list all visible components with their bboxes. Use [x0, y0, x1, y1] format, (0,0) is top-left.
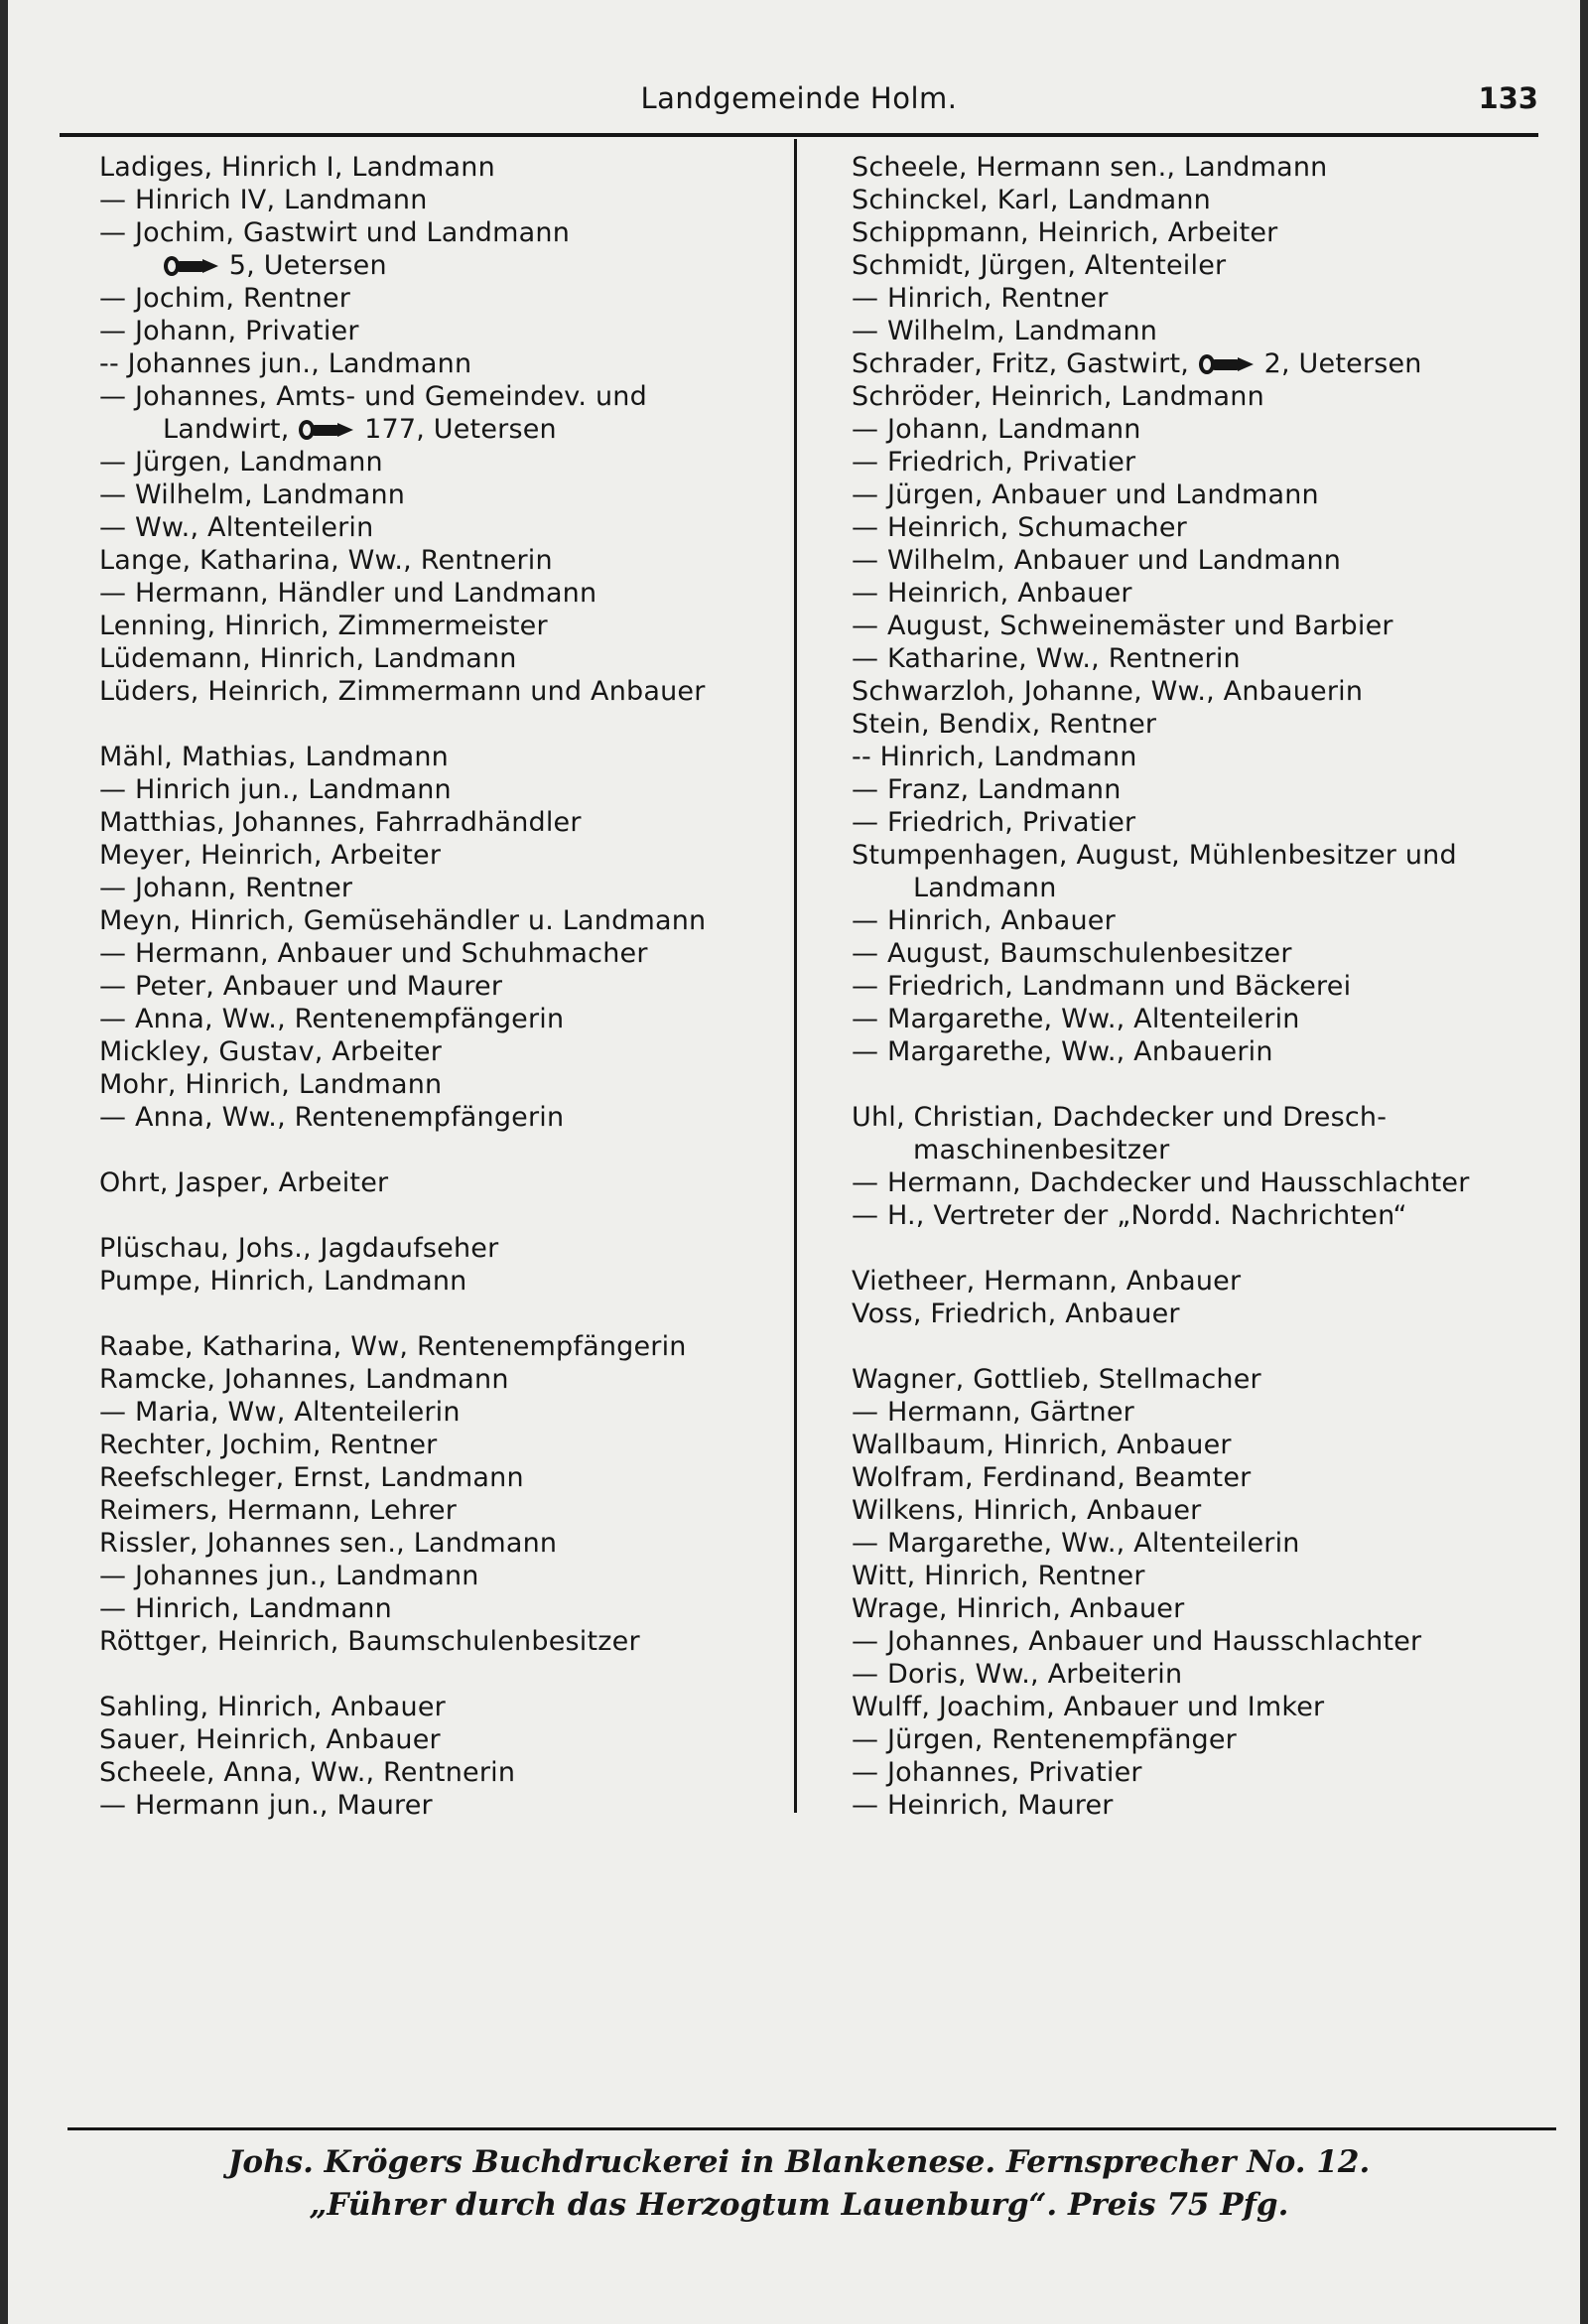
- entry-text: [99, 1528, 557, 1559]
- entry-text: [99, 676, 706, 707]
- entry-text-part: -- Hinrich, Landmann: [852, 742, 1137, 772]
- directory-entry: [99, 347, 794, 380]
- entry-text-part: Pumpe, Hinrich, Landmann: [99, 1266, 467, 1297]
- entry-text: [99, 840, 441, 871]
- entry-text: [99, 1692, 446, 1722]
- entry-text: [852, 905, 1116, 936]
- directory-entry: [99, 446, 794, 478]
- entry-text: [99, 742, 449, 772]
- directory-entry: [852, 1756, 1546, 1789]
- directory-entry: [99, 839, 794, 872]
- entry-text-part: — Hinrich, Anbauer: [852, 905, 1116, 936]
- entry-text-part: — Johann, Privatier: [99, 316, 359, 346]
- entry-text: [99, 1724, 441, 1755]
- directory-entry: [852, 544, 1546, 577]
- entry-text-part: — Jürgen, Anbauer und Landmann: [852, 479, 1319, 510]
- entry-text: [852, 250, 1226, 281]
- entry-text: [852, 1200, 1407, 1231]
- entry-text-part: — Anna, Ww., Rentenempfängerin: [99, 1004, 565, 1034]
- directory-entry: [852, 1134, 1546, 1166]
- directory-entry: [852, 1429, 1546, 1461]
- entry-text-part: Wagner, Gottlieb, Stellmacher: [852, 1364, 1261, 1395]
- entry-text-part: — Hermann, Dachdecker und Hausschlachter: [852, 1167, 1470, 1198]
- directory-entry: [852, 741, 1546, 773]
- directory-entry: [852, 1461, 1546, 1494]
- entry-text-part: — Margarethe, Ww., Altenteilerin: [852, 1528, 1300, 1559]
- directory-entry: [852, 315, 1546, 347]
- entry-text-part: — Wilhelm, Anbauer und Landmann: [852, 545, 1342, 576]
- entry-text: [99, 905, 706, 936]
- entry-text: [99, 512, 373, 543]
- entry-text: [852, 479, 1319, 510]
- entry-text-part: Meyer, Heinrich, Arbeiter: [99, 840, 442, 871]
- entry-text-part: — Hermann jun., Maurer: [99, 1790, 433, 1821]
- directory-entry: [99, 216, 794, 249]
- entry-text: [852, 316, 1157, 346]
- entry-text-part: Schippmann, Heinrich, Arbeiter: [852, 217, 1278, 248]
- directory-entry: [99, 1592, 794, 1625]
- directory-entry: [99, 610, 794, 642]
- entry-text-part: — Margarethe, Ww., Anbauerin: [852, 1036, 1273, 1067]
- directory-entry: [99, 315, 794, 347]
- directory-entry: [99, 773, 794, 806]
- entry-text: [852, 1134, 1546, 1166]
- entry-text: [99, 1561, 479, 1591]
- entry-text: [99, 971, 502, 1002]
- directory-entry: [852, 1723, 1546, 1756]
- entry-text-part: Ladiges, Hinrich I, Landmann: [99, 152, 495, 183]
- entry-text: [99, 643, 517, 674]
- entry-text-part: — Hermann, Anbauer und Schuhmacher: [99, 938, 648, 969]
- entry-text: [852, 512, 1187, 543]
- directory-entry: [852, 1166, 1546, 1199]
- entry-text: [852, 1397, 1134, 1428]
- entry-text: [852, 1430, 1232, 1460]
- entry-text-part: Reefschleger, Ernst, Landmann: [99, 1462, 524, 1493]
- entry-text: [852, 414, 1141, 445]
- entry-text-part: Lange, Katharina, Ww., Rentnerin: [99, 545, 553, 576]
- directory-entry: [852, 1527, 1546, 1560]
- entry-text-part: 2, Uetersen: [1255, 348, 1422, 379]
- entry-text: [852, 1167, 1470, 1198]
- directory-entry: [99, 741, 794, 773]
- entry-text-part: Rechter, Jochim, Rentner: [99, 1430, 438, 1460]
- entry-text: [852, 1299, 1180, 1329]
- entry-text: [852, 1266, 1241, 1297]
- directory-entry: [99, 1363, 794, 1396]
- entry-text-part: Wrage, Hinrich, Anbauer: [852, 1593, 1185, 1624]
- entry-text: [852, 447, 1135, 478]
- entry-text-part: — Friedrich, Privatier: [852, 447, 1136, 478]
- entry-text: [99, 1036, 442, 1067]
- directory-entry: [852, 1101, 1546, 1134]
- entry-text: [852, 709, 1156, 740]
- entry-text: [852, 872, 1546, 904]
- directory-entry: [852, 675, 1546, 708]
- entry-text-part: Wallbaum, Hinrich, Anbauer: [852, 1430, 1232, 1460]
- entry-text-part: — Hinrich IV, Landmann: [99, 185, 428, 215]
- directory-entry: [99, 1265, 794, 1298]
- entry-text: [852, 1364, 1261, 1395]
- entry-text: [852, 1495, 1201, 1526]
- entry-text-part: — Heinrich, Schumacher: [852, 512, 1187, 543]
- entry-text-part: Scheele, Anna, Ww., Rentnerin: [99, 1757, 516, 1788]
- entry-text: [99, 152, 495, 183]
- footer-line-1: Johs. Krögers Buchdruckerei in Blankenese. Fernsprecher No. 12.: [227, 2144, 1371, 2180]
- entry-text: [852, 742, 1137, 772]
- directory-entry: [852, 380, 1546, 413]
- directory-entry: [852, 511, 1546, 544]
- entry-text-part: — H., Vertreter der „Nordd. Nachrichten“: [852, 1200, 1407, 1231]
- entry-text-part: — Heinrich, Maurer: [852, 1790, 1114, 1821]
- entry-text: [852, 348, 1422, 379]
- entry-text-part: — Johannes, Amts- und Gemeindev. und: [99, 381, 647, 412]
- directory-entry: [99, 872, 794, 904]
- entry-text: [852, 1790, 1114, 1821]
- entry-text-part: Wilkens, Hinrich, Anbauer: [852, 1495, 1202, 1526]
- directory-entry: [852, 151, 1546, 184]
- page-number: 133: [1478, 81, 1538, 115]
- footer-line-2: „Führer durch das Herzogtum Lauenburg“. Preis 75 Pfg.: [309, 2187, 1289, 2223]
- entry-text: [852, 1659, 1182, 1690]
- directory-entry: [99, 642, 794, 675]
- entry-text: [99, 479, 405, 510]
- entry-text-part: — Doris, Ww., Arbeiterin: [852, 1659, 1183, 1690]
- directory-entry: [99, 806, 794, 839]
- entry-text-part: Mähl, Mathias, Landmann: [99, 742, 449, 772]
- entry-text-part: Witt, Hinrich, Rentner: [852, 1561, 1145, 1591]
- entry-text-part: — Jürgen, Rentenempfänger: [852, 1724, 1237, 1755]
- directory-entry: [99, 478, 794, 511]
- directory-entry: [99, 937, 794, 970]
- entry-text: [852, 545, 1341, 576]
- entry-text: [852, 381, 1264, 412]
- entry-text-part: Schinckel, Karl, Landmann: [852, 185, 1211, 215]
- entry-text-part: — Wilhelm, Landmann: [852, 316, 1158, 346]
- directory-entry: [852, 1363, 1546, 1396]
- entry-text-part: Rissler, Johannes sen., Landmann: [99, 1528, 558, 1559]
- directory-entry: [99, 1461, 794, 1494]
- directory-entry: [852, 1265, 1546, 1298]
- entry-text: [852, 283, 1109, 314]
- entry-text: [99, 1757, 515, 1788]
- entry-text: [99, 1593, 392, 1624]
- entry-text-part: Lenning, Hinrich, Zimmermeister: [99, 611, 548, 641]
- directory-entry: [99, 282, 794, 315]
- directory-entry: [99, 544, 794, 577]
- directory-entry: [99, 904, 794, 937]
- entry-text-part: — Margarethe, Ww., Altenteilerin: [852, 1004, 1300, 1034]
- entry-text: [852, 1004, 1300, 1034]
- directory-entry: [99, 970, 794, 1003]
- directory-entry: [99, 511, 794, 544]
- entry-text-part: Lüdemann, Hinrich, Landmann: [99, 643, 517, 674]
- entry-text-part: Wulff, Joachim, Anbauer und Imker: [852, 1692, 1325, 1722]
- directory-entry: [852, 1298, 1546, 1330]
- entry-text: [852, 1724, 1237, 1755]
- entry-text-part: Schröder, Heinrich, Landmann: [852, 381, 1264, 412]
- directory-entry: [852, 413, 1546, 446]
- entry-text: [99, 316, 359, 346]
- entry-text: [852, 1561, 1145, 1591]
- entry-text-part: Sauer, Heinrich, Anbauer: [99, 1724, 441, 1755]
- directory-entry: [852, 1396, 1546, 1429]
- entry-text-part: Voss, Friedrich, Anbauer: [852, 1299, 1180, 1329]
- entry-text-part: Stein, Bendix, Rentner: [852, 709, 1157, 740]
- entry-text-part: Matthias, Johannes, Fahrradhändler: [99, 807, 582, 838]
- entry-text-part: 5, Uetersen: [220, 250, 387, 281]
- page-title: Landgemeinde Holm.: [640, 81, 958, 115]
- directory-entry: [852, 446, 1546, 478]
- entry-text-part: — Jochim, Rentner: [99, 283, 351, 314]
- entry-text: [852, 938, 1292, 969]
- entry-text: [99, 1004, 564, 1034]
- directory-entry: [852, 839, 1546, 872]
- directory-entry: [99, 577, 794, 610]
- entry-text-part: — Hermann, Händler und Landmann: [99, 578, 597, 609]
- entry-text-part: — Katharine, Ww., Rentnerin: [852, 643, 1241, 674]
- directory-entry: [99, 184, 794, 216]
- entry-text: [99, 1233, 498, 1264]
- directory-entry: [99, 675, 794, 708]
- entry-text: [99, 1397, 461, 1428]
- entry-text: [852, 217, 1277, 248]
- entry-text: [99, 578, 596, 609]
- entry-text: [852, 1626, 1421, 1657]
- directory-entry: [99, 1101, 794, 1134]
- entry-text-part: — Friedrich, Privatier: [852, 807, 1136, 838]
- footer-rule: [67, 2127, 1556, 2130]
- entry-text: [852, 840, 1457, 871]
- entry-text-part: — Johannes, Privatier: [852, 1757, 1142, 1788]
- entry-text-part: — Peter, Anbauer und Maurer: [99, 971, 503, 1002]
- directory-entry: [99, 413, 794, 446]
- entry-text-part: — Franz, Landmann: [852, 774, 1122, 805]
- directory-entry: [852, 1199, 1546, 1232]
- entry-text: [99, 217, 570, 248]
- entry-text: [99, 249, 794, 282]
- entry-text: [99, 1102, 564, 1133]
- entry-text: [99, 545, 553, 576]
- entry-text-part: Schmidt, Jürgen, Altenteiler: [852, 250, 1227, 281]
- entry-text-part: Schrader, Fritz, Gastwirt,: [852, 348, 1190, 379]
- directory-entry: [852, 577, 1546, 610]
- right-column: [852, 151, 1546, 1822]
- directory-entry: [852, 708, 1546, 741]
- entry-text: [99, 1069, 442, 1100]
- entry-text-part: Schwarzloh, Johanne, Ww., Anbauerin: [852, 676, 1364, 707]
- left-column: [99, 151, 794, 1822]
- directory-entry: [99, 1429, 794, 1461]
- directory-page: [8, 0, 1580, 2324]
- entry-text-part: Meyn, Hinrich, Gemüsehändler u. Landmann: [99, 905, 707, 936]
- entry-text: [99, 1364, 509, 1395]
- directory-entry: [852, 970, 1546, 1003]
- entry-text: [852, 676, 1363, 707]
- directory-entry: [852, 773, 1546, 806]
- entry-text-part: — Maria, Ww, Altenteilerin: [99, 1397, 461, 1428]
- entry-text: [99, 1495, 457, 1526]
- directory-entry: [852, 249, 1546, 282]
- directory-entry: [99, 1068, 794, 1101]
- directory-entry: [852, 904, 1546, 937]
- directory-entry: [99, 1330, 794, 1363]
- column-divider: [794, 139, 797, 1813]
- entry-text: [852, 971, 1351, 1002]
- directory-entry: [99, 151, 794, 184]
- directory-entry: [99, 1527, 794, 1560]
- directory-entry: [852, 872, 1546, 904]
- directory-entry: [99, 1166, 794, 1199]
- entry-text: [852, 1036, 1273, 1067]
- entry-text-part: Uhl, Christian, Dachdecker und Dresch-: [852, 1102, 1388, 1133]
- entry-text: [99, 1626, 640, 1657]
- entry-text-part: — Jürgen, Landmann: [99, 447, 383, 478]
- telephone-hand-icon: [163, 253, 220, 279]
- directory-entry: [852, 282, 1546, 315]
- directory-entry: [852, 1625, 1546, 1658]
- directory-entry: [99, 1232, 794, 1265]
- directory-entry: [852, 1789, 1546, 1822]
- entry-text-part: -- Johannes jun., Landmann: [99, 348, 472, 379]
- directory-entry: [852, 642, 1546, 675]
- entry-text: [99, 774, 452, 805]
- entry-text: [852, 643, 1241, 674]
- entry-text-part: — Hinrich jun., Landmann: [99, 774, 452, 805]
- entry-text-part: — Johannes, Anbauer und Hausschlachter: [852, 1626, 1422, 1657]
- entry-text-part: Sahling, Hinrich, Anbauer: [99, 1692, 446, 1722]
- entry-text-part: Reimers, Hermann, Lehrer: [99, 1495, 457, 1526]
- entry-text-part: Plüschau, Johs., Jagdaufseher: [99, 1233, 499, 1264]
- directory-entry: [852, 937, 1546, 970]
- directory-entry: [99, 1723, 794, 1756]
- entry-text-part: — Johann, Rentner: [99, 873, 353, 903]
- entry-text: [852, 611, 1393, 641]
- entry-text: [852, 1528, 1300, 1559]
- directory-entry: [852, 216, 1546, 249]
- entry-text-part: Vietheer, Hermann, Anbauer: [852, 1266, 1242, 1297]
- directory-entry: [852, 478, 1546, 511]
- directory-entry: [99, 249, 794, 282]
- entry-text: [852, 774, 1122, 805]
- entry-text-part: Lüders, Heinrich, Zimmermann und Anbauer: [99, 676, 706, 707]
- entry-text: [99, 283, 350, 314]
- directory-entry: [852, 806, 1546, 839]
- directory-entry: [852, 1691, 1546, 1723]
- entry-text-part: 177, Uetersen: [355, 414, 557, 445]
- entry-text: [852, 185, 1211, 215]
- entry-text: [99, 873, 352, 903]
- entry-text: [99, 611, 548, 641]
- entry-text-part: Mohr, Hinrich, Landmann: [99, 1069, 443, 1100]
- entry-text: [99, 447, 383, 478]
- directory-entry: [852, 347, 1546, 380]
- entry-text-part: — Hinrich, Rentner: [852, 283, 1109, 314]
- entry-text-part: — Friedrich, Landmann und Bäckerei: [852, 971, 1352, 1002]
- entry-text-part: — Johann, Landmann: [852, 414, 1141, 445]
- telephone-hand-icon: [1198, 351, 1256, 377]
- entry-text: [852, 1462, 1251, 1493]
- entry-text: [99, 413, 794, 446]
- entry-text: [852, 578, 1132, 609]
- entry-text-part: Ramcke, Johannes, Landmann: [99, 1364, 509, 1395]
- entry-text: [99, 1331, 687, 1362]
- entry-text: [99, 1266, 467, 1297]
- entry-text: [99, 185, 428, 215]
- entry-text-part: Röttger, Heinrich, Baumschulenbesitzer: [99, 1626, 640, 1657]
- entry-text-part: — August, Schweinemäster und Barbier: [852, 611, 1393, 641]
- entry-text-part: Landwirt,: [163, 414, 290, 445]
- entry-text-part: — Heinrich, Anbauer: [852, 578, 1132, 609]
- page-header: [60, 81, 1538, 133]
- entry-text-part: maschinenbesitzer: [913, 1135, 1170, 1165]
- directory-entry: [99, 1494, 794, 1527]
- entry-text: [852, 152, 1327, 183]
- entry-text-part: Scheele, Hermann sen., Landmann: [852, 152, 1328, 183]
- entry-text: [852, 1757, 1142, 1788]
- entry-text: [852, 807, 1135, 838]
- entry-text-part: — Jochim, Gastwirt und Landmann: [99, 217, 571, 248]
- directory-entry: [852, 610, 1546, 642]
- entry-text-part: — Anna, Ww., Rentenempfängerin: [99, 1102, 565, 1133]
- header-rule: [60, 133, 1538, 137]
- telephone-hand-icon: [298, 417, 355, 443]
- entry-text-part: — Wilhelm, Landmann: [99, 479, 406, 510]
- entry-text: [99, 1462, 524, 1493]
- directory-entry: [99, 1756, 794, 1789]
- entry-text-part: — Ww., Altenteilerin: [99, 512, 374, 543]
- directory-entry: [852, 1592, 1546, 1625]
- entry-text-part: — Johannes jun., Landmann: [99, 1561, 479, 1591]
- entry-text: [99, 1167, 388, 1198]
- entry-text-part: Mickley, Gustav, Arbeiter: [99, 1036, 443, 1067]
- entry-text: [852, 1593, 1184, 1624]
- entry-text: [99, 348, 471, 379]
- directory-entry: [852, 184, 1546, 216]
- entry-text-part: Wolfram, Ferdinand, Beamter: [852, 1462, 1252, 1493]
- directory-entry: [852, 1003, 1546, 1035]
- directory-entry: [99, 1003, 794, 1035]
- directory-entry: [99, 1396, 794, 1429]
- directory-entry: [99, 1560, 794, 1592]
- entry-text: [852, 1692, 1324, 1722]
- entry-text: [852, 1102, 1387, 1133]
- entry-text: [99, 381, 647, 412]
- entry-text-part: Landmann: [913, 873, 1057, 903]
- entry-text-part: Ohrt, Jasper, Arbeiter: [99, 1167, 389, 1198]
- directory-entry: [99, 380, 794, 413]
- directory-entry: [852, 1560, 1546, 1592]
- entry-text: [99, 938, 648, 969]
- directory-entry: [99, 1625, 794, 1658]
- directory-entry: [99, 1691, 794, 1723]
- entry-text: [99, 807, 582, 838]
- directory-entry: [99, 1035, 794, 1068]
- entry-text-part: — Hinrich, Landmann: [99, 1593, 392, 1624]
- directory-entry: [852, 1035, 1546, 1068]
- directory-entry: [99, 1789, 794, 1822]
- entry-text-part: — August, Baumschulenbesitzer: [852, 938, 1292, 969]
- directory-entry: [852, 1658, 1546, 1691]
- entry-text-part: Stumpenhagen, August, Mühlenbesitzer und: [852, 840, 1457, 871]
- directory-entry: [852, 1494, 1546, 1527]
- entry-text-part: — Hermann, Gärtner: [852, 1397, 1134, 1428]
- entry-text: [99, 1430, 437, 1460]
- entry-text: [99, 1790, 433, 1821]
- entry-text-part: Raabe, Katharina, Ww, Rentenempfängerin: [99, 1331, 687, 1362]
